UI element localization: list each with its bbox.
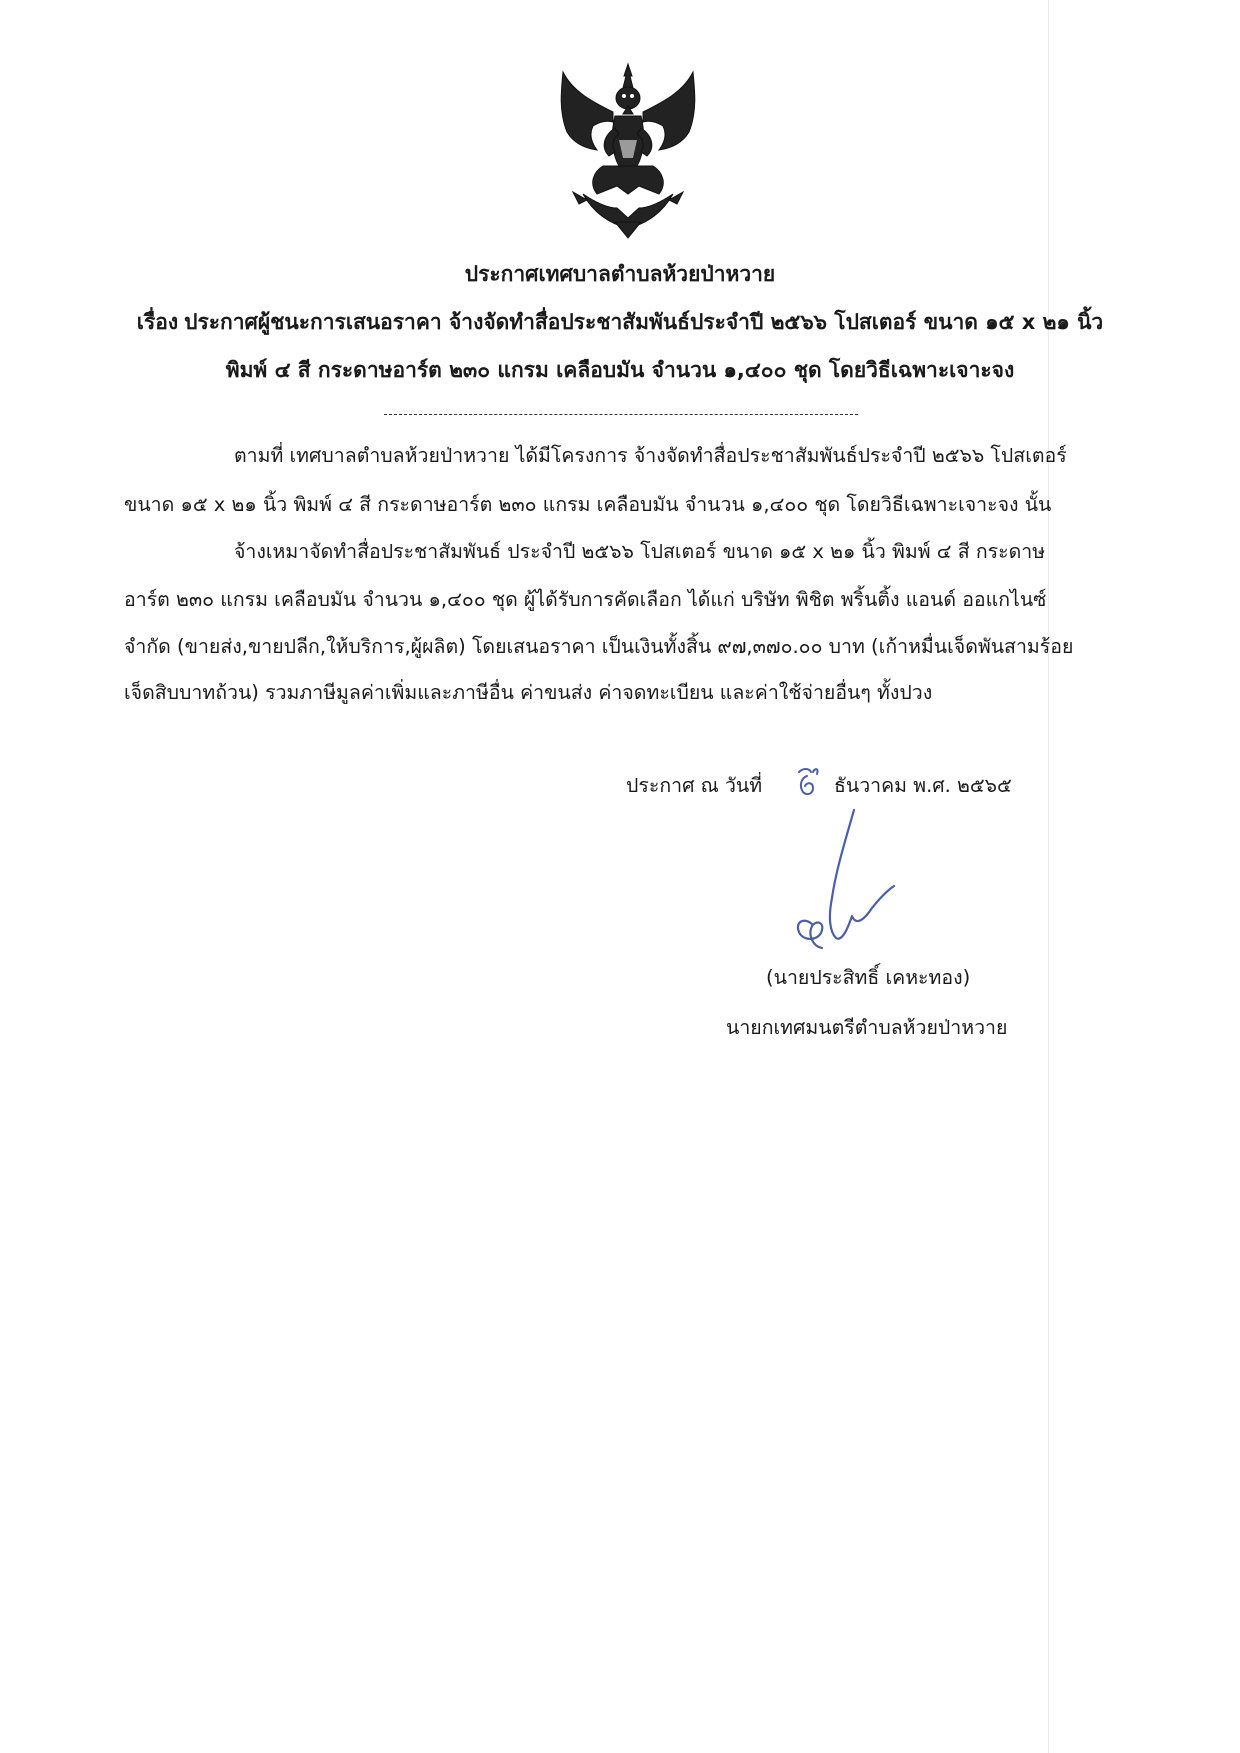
garuda-emblem-icon xyxy=(553,62,703,240)
paragraph-2-line-3: จำกัด (ขายส่ง,ขายปลีก,ให้บริการ,ผู้ผลิต) โดยเสนอราคา เป็นเงินทั้งสิ้น ๙๗,๓๗๐.๐๐ บาท (เก้าหมื่นเจ็ดพันสามร้อย xyxy=(124,635,1074,658)
paragraph-2-line-2: อาร์ต ๒๓๐ แกรม เคลือบมัน จำนวน ๑,๔๐๐ ชุด ผู้ได้รับการคัดเลือก ได้แก่ บริษัท พิชิต พริ้นติ้ง แอนด์ ออแกไนซ์ xyxy=(124,588,1047,611)
paragraph-2-line-1: จ้างเหมาจัดทำสื่อประชาสัมพันธ์ ประจำปี ๒๕๖๖ โปสเตอร์ ขนาด ๑๕ x ๒๑ นิ้ว พิมพ์ ๔ สี กระดาษ xyxy=(234,540,1046,563)
subject-label: เรื่อง xyxy=(136,310,179,334)
subject-line-2: พิมพ์ ๔ สี กระดาษอาร์ต ๒๓๐ แกรม เคลือบมัน จำนวน ๑,๔๐๐ ชุด โดยวิธีเฉพาะเจาะจง xyxy=(225,358,1015,382)
date-prefix: ประกาศ ณ วันที่ xyxy=(626,774,763,797)
signer-position: นายกเทศมนตรีตำบลห้วยป่าหวาย xyxy=(726,1016,1008,1039)
subject-line-1 xyxy=(0,306,1240,339)
signature xyxy=(782,808,898,956)
handwritten-day xyxy=(795,766,821,800)
paragraph-1-line-2: ขนาด ๑๕ x ๒๑ นิ้ว พิมพ์ ๔ สี กระดาษอาร์ต ๒๓๐ แกรม เคลือบมัน จำนวน ๑,๔๐๐ ชุด โดยวิธีเฉพาะเจาะจง นั้น xyxy=(124,493,1052,516)
divider xyxy=(384,414,858,415)
paragraph-2-line-4: เจ็ดสิบบาทถ้วน) รวมภาษีมูลค่าเพิ่มและภาษีอื่น ค่าขนส่ง ค่าจดทะเบียน และค่าใช้จ่ายอื่นๆ ทั้งปวง xyxy=(124,681,933,704)
announcement-title: ประกาศเทศบาลตำบลห้วยป่าหวาย xyxy=(464,262,776,286)
subject-text-1: ประกาศผู้ชนะการเสนอราคา จ้างจัดทำสื่อประชาสัมพันธ์ประจำปี ๒๕๖๖ โปสเตอร์ ขนาด ๑๕ x ๒๑ นิ้ว xyxy=(184,310,1104,334)
date-suffix: ธันวาคม พ.ศ. ๒๕๖๕ xyxy=(834,774,1012,797)
paragraph-1-line-1: ตามที่ เทศบาลตำบลห้วยป่าหวาย ได้มีโครงการ จ้างจัดทำสื่อประชาสัมพันธ์ประจำปี ๒๕๖๖ โปสเตอร์ xyxy=(234,444,1067,467)
date-line xyxy=(626,770,762,801)
signer-name: (นายประสิทธิ์ เคหะทอง) xyxy=(766,966,971,989)
